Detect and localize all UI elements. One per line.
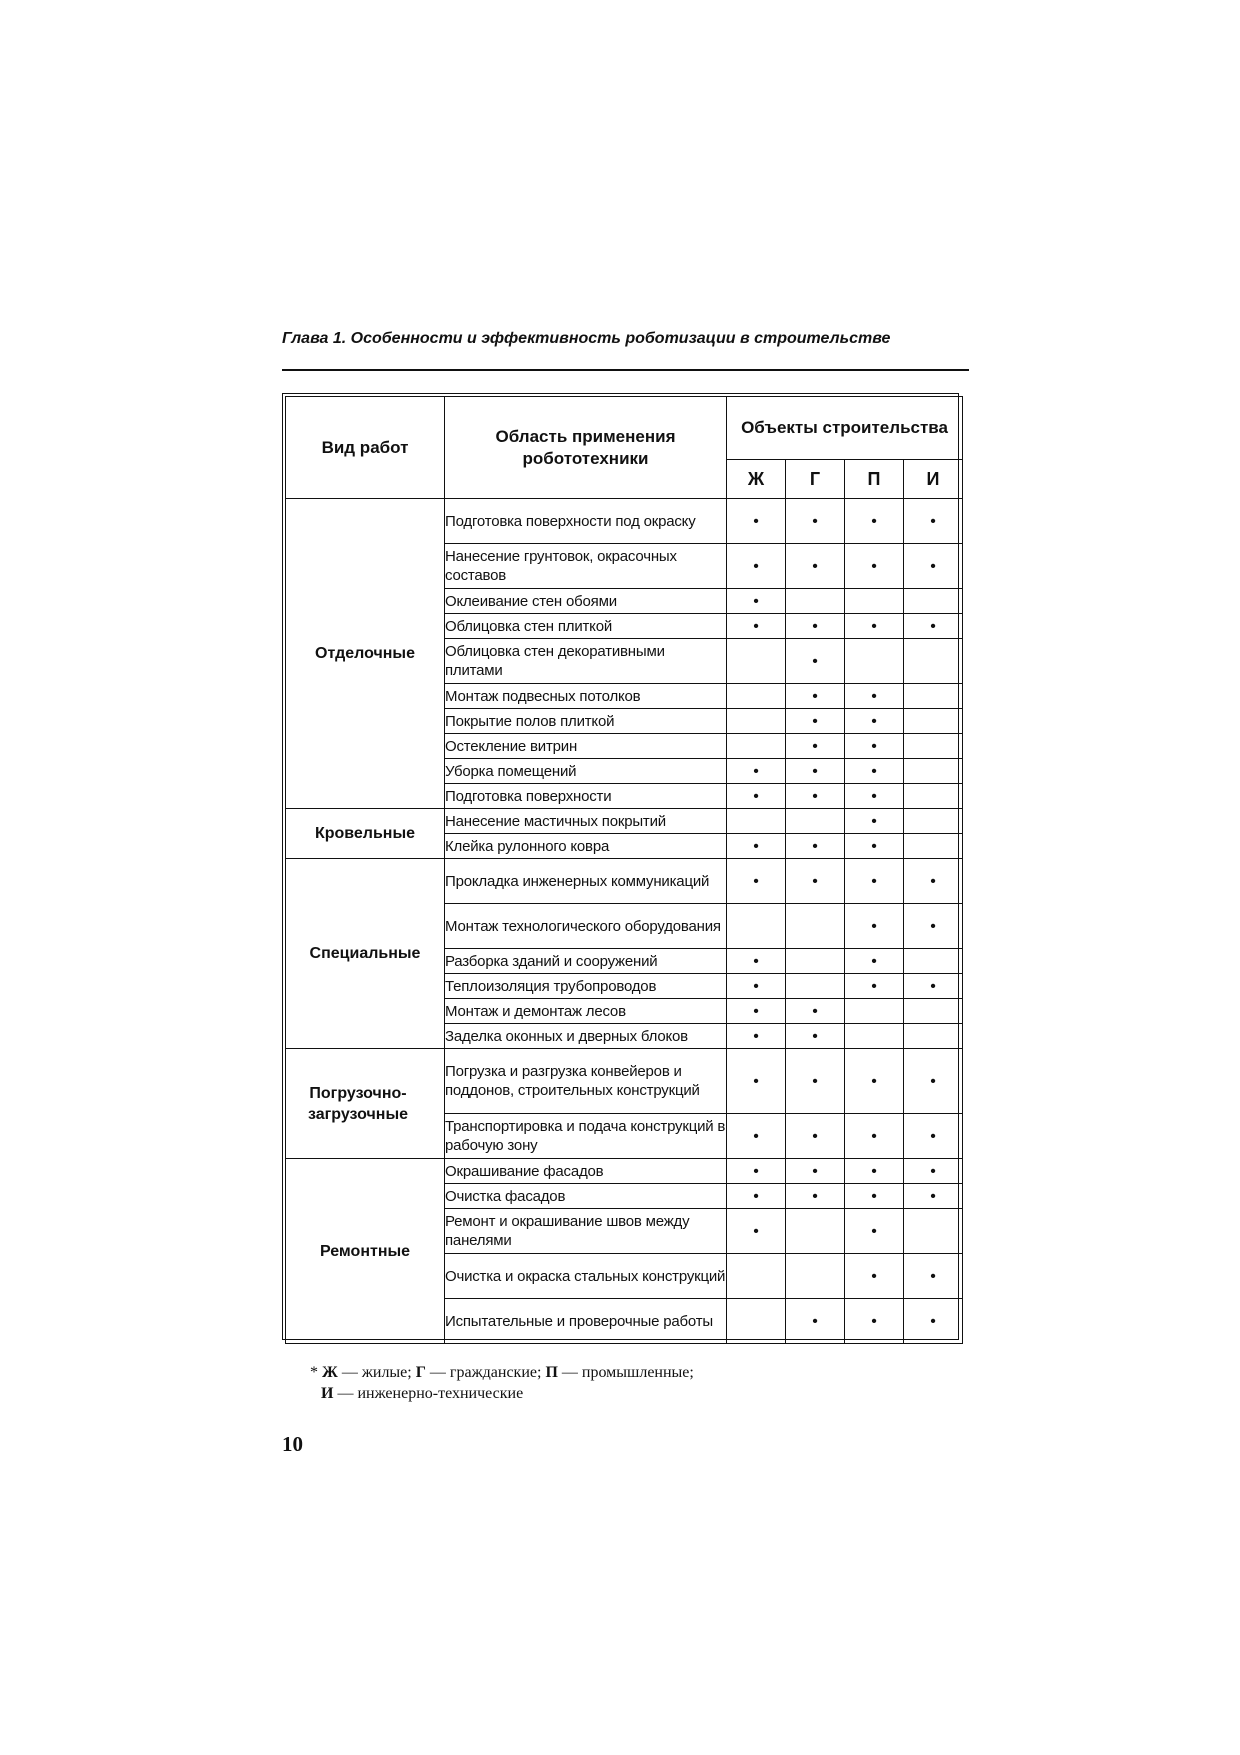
object-mark-cell	[727, 1184, 786, 1209]
application-cell: Уборка помещений	[445, 759, 727, 784]
bullet-mark: •	[871, 872, 877, 890]
object-mark-cell	[786, 1299, 845, 1344]
bullet-mark: •	[812, 787, 818, 805]
object-mark-cell	[727, 859, 786, 904]
application-cell: Очистка фасадов	[445, 1184, 727, 1209]
object-mark-cell	[727, 1209, 786, 1254]
object-mark-cell	[904, 759, 963, 784]
object-mark-cell	[845, 614, 904, 639]
application-cell: Покрытие полов плиткой	[445, 709, 727, 734]
table-row	[286, 809, 963, 834]
bullet-mark: •	[753, 557, 759, 575]
bullet-mark: •	[812, 1072, 818, 1090]
header-object-g: Г	[786, 460, 845, 499]
bullet-mark: •	[871, 952, 877, 970]
application-cell: Окрашивание фасадов	[445, 1159, 727, 1184]
bullet-mark: •	[753, 787, 759, 805]
object-mark-cell	[904, 999, 963, 1024]
bullet-mark: •	[930, 1187, 936, 1205]
object-mark-cell	[904, 1254, 963, 1299]
bullet-mark: •	[930, 977, 936, 995]
object-mark-cell	[786, 734, 845, 759]
bullet-mark: •	[871, 512, 877, 530]
bullet-mark: •	[812, 1187, 818, 1205]
object-mark-cell	[727, 904, 786, 949]
object-mark-cell	[904, 1299, 963, 1344]
object-mark-cell	[786, 614, 845, 639]
application-cell: Нанесение грунтовок, окрасочных составов	[445, 544, 727, 589]
object-mark-cell	[786, 1024, 845, 1049]
object-mark-cell	[727, 949, 786, 974]
object-mark-cell	[786, 834, 845, 859]
object-mark-cell	[727, 759, 786, 784]
object-mark-cell	[845, 499, 904, 544]
bullet-mark: •	[753, 617, 759, 635]
object-mark-cell	[904, 614, 963, 639]
bullet-mark: •	[871, 787, 877, 805]
object-mark-cell	[727, 1049, 786, 1114]
bullet-mark: •	[812, 837, 818, 855]
application-cell: Подготовка поверхности под окраску	[445, 499, 727, 544]
works-table	[285, 396, 963, 1344]
bullet-mark: •	[812, 762, 818, 780]
object-mark-cell	[845, 684, 904, 709]
object-mark-cell	[904, 809, 963, 834]
object-mark-cell	[845, 1209, 904, 1254]
bullet-mark: •	[753, 1222, 759, 1240]
object-mark-cell	[845, 1049, 904, 1114]
bullet-mark: •	[871, 557, 877, 575]
header-construction-objects: Объекты строительства	[727, 397, 963, 460]
bullet-mark: •	[753, 837, 759, 855]
bullet-mark: •	[812, 1312, 818, 1330]
bullet-mark: •	[753, 872, 759, 890]
bullet-mark: •	[812, 1002, 818, 1020]
footnote-text: — промышленные;	[561, 1364, 694, 1381]
object-mark-cell	[727, 589, 786, 614]
object-mark-cell	[845, 999, 904, 1024]
application-cell: Монтаж и демонтаж лесов	[445, 999, 727, 1024]
bullet-mark: •	[753, 1002, 759, 1020]
bullet-mark: •	[930, 1127, 936, 1145]
works-table-frame	[282, 393, 959, 1340]
object-mark-cell	[786, 1209, 845, 1254]
bullet-mark: •	[871, 1187, 877, 1205]
work-type-cell: Погрузочно-загрузочные	[286, 1049, 445, 1159]
object-mark-cell	[727, 734, 786, 759]
work-type-cell: Отделочные	[286, 499, 445, 809]
application-cell: Ремонт и окрашивание швов между панелями	[445, 1209, 727, 1254]
footnote-star: *	[310, 1364, 318, 1381]
object-mark-cell	[727, 1114, 786, 1159]
header-work-type: Вид работ	[286, 397, 445, 499]
bullet-mark: •	[753, 592, 759, 610]
application-cell: Нанесение мастичных покрытий	[445, 809, 727, 834]
object-mark-cell	[904, 784, 963, 809]
table-row	[286, 1159, 963, 1184]
object-mark-cell	[786, 709, 845, 734]
object-mark-cell	[904, 589, 963, 614]
object-mark-cell	[845, 709, 904, 734]
object-mark-cell	[904, 499, 963, 544]
bullet-mark: •	[930, 1267, 936, 1285]
header-object-i: И	[904, 460, 963, 499]
object-mark-cell	[786, 999, 845, 1024]
application-cell: Клейка рулонного ковра	[445, 834, 727, 859]
bullet-mark: •	[812, 617, 818, 635]
bullet-mark: •	[871, 977, 877, 995]
object-mark-cell	[727, 544, 786, 589]
bullet-mark: •	[812, 712, 818, 730]
object-mark-cell	[786, 1114, 845, 1159]
bullet-mark: •	[753, 1127, 759, 1145]
object-mark-cell	[786, 684, 845, 709]
bullet-mark: •	[930, 617, 936, 635]
object-mark-cell	[904, 1159, 963, 1184]
object-mark-cell	[845, 1254, 904, 1299]
bullet-mark: •	[812, 1027, 818, 1045]
bullet-mark: •	[812, 737, 818, 755]
bullet-mark: •	[753, 1187, 759, 1205]
object-mark-cell	[786, 809, 845, 834]
bullet-mark: •	[871, 1127, 877, 1145]
object-mark-cell	[904, 1184, 963, 1209]
bullet-mark: •	[871, 1312, 877, 1330]
bullet-mark: •	[812, 1162, 818, 1180]
application-cell: Транспортировка и подача конструкций в рабочую зону	[445, 1114, 727, 1159]
bullet-mark: •	[871, 737, 877, 755]
object-mark-cell	[845, 759, 904, 784]
object-mark-cell	[727, 999, 786, 1024]
object-mark-cell	[904, 734, 963, 759]
footnote-text: — жилые;	[341, 1364, 412, 1381]
bullet-mark: •	[812, 512, 818, 530]
footnote-code: П	[545, 1364, 558, 1381]
object-mark-cell	[845, 949, 904, 974]
bullet-mark: •	[812, 557, 818, 575]
object-mark-cell	[786, 589, 845, 614]
application-cell: Погрузка и разгрузка конвейеров и поддонов, строительных конструкций	[445, 1049, 727, 1114]
application-cell: Прокладка инженерных коммуникаций	[445, 859, 727, 904]
bullet-mark: •	[871, 1162, 877, 1180]
footnote	[310, 1362, 694, 1404]
bullet-mark: •	[871, 1267, 877, 1285]
object-mark-cell	[727, 709, 786, 734]
bullet-mark: •	[753, 977, 759, 995]
object-mark-cell	[727, 1024, 786, 1049]
object-mark-cell	[904, 834, 963, 859]
object-mark-cell	[727, 1254, 786, 1299]
application-cell: Разборка зданий и сооружений	[445, 949, 727, 974]
header-object-p: П	[845, 460, 904, 499]
object-mark-cell	[845, 1159, 904, 1184]
object-mark-cell	[786, 544, 845, 589]
object-mark-cell	[727, 809, 786, 834]
object-mark-cell	[904, 904, 963, 949]
object-mark-cell	[845, 589, 904, 614]
object-mark-cell	[845, 859, 904, 904]
object-mark-cell	[786, 759, 845, 784]
application-cell: Облицовка стен декоративными плитами	[445, 639, 727, 684]
application-cell: Монтаж технологического оборудования	[445, 904, 727, 949]
object-mark-cell	[845, 1299, 904, 1344]
application-cell: Теплоизоляция трубопроводов	[445, 974, 727, 999]
header-application-area: Область применения робототехники	[445, 397, 727, 499]
object-mark-cell	[904, 1209, 963, 1254]
object-mark-cell	[786, 1254, 845, 1299]
header-rule	[282, 369, 969, 371]
object-mark-cell	[727, 684, 786, 709]
application-cell: Очистка и окраска стальных конструкций	[445, 1254, 727, 1299]
page-number: 10	[282, 1432, 303, 1456]
work-type-cell: Ремонтные	[286, 1159, 445, 1344]
application-cell: Монтаж подвесных потолков	[445, 684, 727, 709]
object-mark-cell	[786, 1184, 845, 1209]
object-mark-cell	[727, 974, 786, 999]
bullet-mark: •	[930, 1312, 936, 1330]
object-mark-cell	[904, 974, 963, 999]
object-mark-cell	[727, 1159, 786, 1184]
object-mark-cell	[845, 809, 904, 834]
bullet-mark: •	[753, 762, 759, 780]
application-cell: Оклеивание стен обоями	[445, 589, 727, 614]
footnote-text: — инженерно-технические	[337, 1385, 524, 1402]
footnote-code: Г	[415, 1364, 426, 1381]
object-mark-cell	[845, 904, 904, 949]
object-mark-cell	[786, 974, 845, 999]
bullet-mark: •	[871, 917, 877, 935]
bullet-mark: •	[812, 872, 818, 890]
object-mark-cell	[845, 784, 904, 809]
object-mark-cell	[727, 784, 786, 809]
bullet-mark: •	[871, 687, 877, 705]
work-type-cell: Кровельные	[286, 809, 445, 859]
bullet-mark: •	[871, 617, 877, 635]
bullet-mark: •	[930, 872, 936, 890]
object-mark-cell	[786, 499, 845, 544]
object-mark-cell	[786, 1049, 845, 1114]
bullet-mark: •	[871, 1072, 877, 1090]
object-mark-cell	[904, 684, 963, 709]
bullet-mark: •	[930, 512, 936, 530]
application-cell: Остекление витрин	[445, 734, 727, 759]
running-header: Глава 1. Особенности и эффективность роботизации в строительстве	[282, 330, 891, 347]
object-mark-cell	[727, 499, 786, 544]
object-mark-cell	[845, 974, 904, 999]
application-cell: Подготовка поверхности	[445, 784, 727, 809]
object-mark-cell	[786, 784, 845, 809]
object-mark-cell	[845, 639, 904, 684]
object-mark-cell	[904, 949, 963, 974]
bullet-mark: •	[812, 1127, 818, 1145]
object-mark-cell	[845, 1184, 904, 1209]
object-mark-cell	[904, 709, 963, 734]
object-mark-cell	[904, 1114, 963, 1159]
bullet-mark: •	[871, 712, 877, 730]
object-mark-cell	[904, 544, 963, 589]
table-row	[286, 1049, 963, 1114]
bullet-mark: •	[930, 917, 936, 935]
bullet-mark: •	[753, 1027, 759, 1045]
bullet-mark: •	[753, 512, 759, 530]
object-mark-cell	[904, 1049, 963, 1114]
bullet-mark: •	[812, 652, 818, 670]
object-mark-cell	[845, 1114, 904, 1159]
object-mark-cell	[845, 834, 904, 859]
footnote-text: — гражданские;	[429, 1364, 542, 1381]
object-mark-cell	[786, 1159, 845, 1184]
bullet-mark: •	[871, 1222, 877, 1240]
footnote-code: И	[321, 1385, 334, 1402]
object-mark-cell	[904, 639, 963, 684]
bullet-mark: •	[812, 687, 818, 705]
object-mark-cell	[727, 1299, 786, 1344]
object-mark-cell	[845, 1024, 904, 1049]
bullet-mark: •	[753, 1162, 759, 1180]
bullet-mark: •	[930, 557, 936, 575]
object-mark-cell	[845, 734, 904, 759]
application-cell: Испытательные и проверочные работы	[445, 1299, 727, 1344]
object-mark-cell	[727, 614, 786, 639]
bullet-mark: •	[930, 1072, 936, 1090]
object-mark-cell	[727, 834, 786, 859]
object-mark-cell	[727, 639, 786, 684]
object-mark-cell	[904, 1024, 963, 1049]
bullet-mark: •	[930, 1162, 936, 1180]
table-row	[286, 499, 963, 544]
object-mark-cell	[786, 639, 845, 684]
bullet-mark: •	[871, 812, 877, 830]
bullet-mark: •	[871, 762, 877, 780]
object-mark-cell	[786, 949, 845, 974]
object-mark-cell	[904, 859, 963, 904]
object-mark-cell	[845, 544, 904, 589]
application-cell: Заделка оконных и дверных блоков	[445, 1024, 727, 1049]
object-mark-cell	[786, 859, 845, 904]
bullet-mark: •	[871, 837, 877, 855]
work-type-cell: Специальные	[286, 859, 445, 1049]
footnote-code: Ж	[322, 1364, 338, 1381]
object-mark-cell	[786, 904, 845, 949]
table-row	[286, 859, 963, 904]
table-body	[286, 499, 963, 1344]
header-object-zh: Ж	[727, 460, 786, 499]
bullet-mark: •	[753, 1072, 759, 1090]
application-cell: Облицовка стен плиткой	[445, 614, 727, 639]
bullet-mark: •	[753, 952, 759, 970]
